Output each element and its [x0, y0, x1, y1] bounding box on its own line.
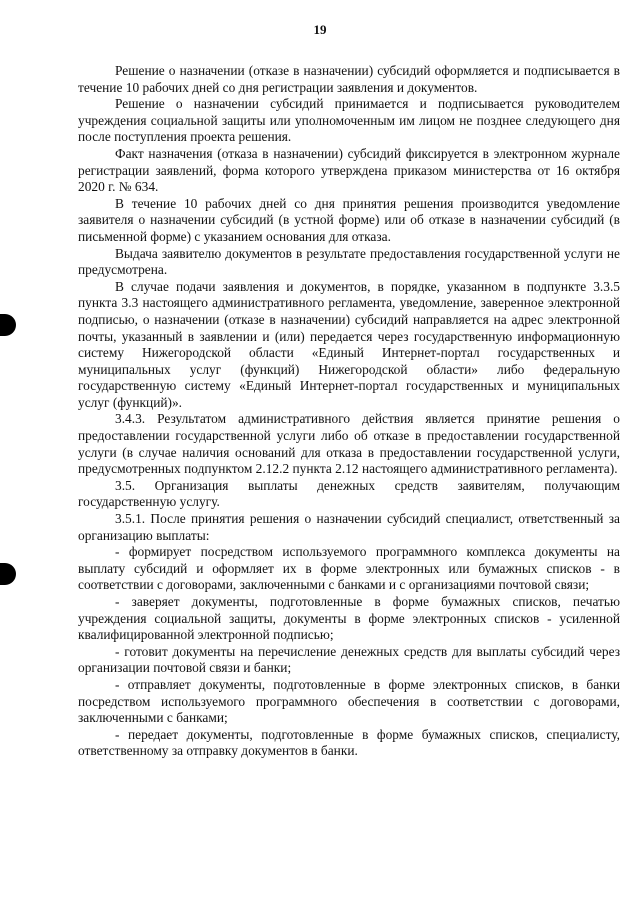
list-item: - формирует посредством используемого программного комплекса документы на выплату субсидий и оформляет их в форме электронных или бумажных списков - в соответствии с договорами, заключенными с банками и с организациями почтовой связи; — [78, 544, 620, 593]
page-number: 19 — [313, 22, 327, 37]
punch-hole-mark — [0, 314, 16, 336]
list-item: - готовит документы на перечисление денежных средств для выплаты субсидий через организации почтовой связи и банки; — [78, 643, 620, 676]
paragraph: 3.5. Организация выплаты денежных средств заявителям, получающим государственную услугу. — [78, 477, 620, 510]
list-item: - передает документы, подготовленные в форме бумажных списков, специалисту, ответственному за отправку документов в банки. — [78, 726, 620, 759]
list-item: - заверяет документы, подготовленные в форме бумажных списков, печатью учреждения социальной защиты, документы в форме электронных списков - усиленной квалифицированной электронной подписью; — [78, 594, 620, 643]
paragraph: В течение 10 рабочих дней со дня принятия решения производится уведомление заявителя о назначении субсидий (в устной форме) или об отказе в назначении субсидий (в письменной форме) с указанием основания для отказа. — [78, 195, 620, 244]
document-body — [78, 63, 620, 760]
punch-hole-mark — [0, 563, 16, 585]
paragraph: Решение о назначении (отказе в назначении) субсидий оформляется и подписывается в течение 10 рабочих дней со дня регистрации заявления и документов. — [78, 63, 620, 95]
paragraph: Решение о назначении субсидий принимается и подписывается руководителем учреждения социальной защиты или уполномоченным им лицом не позднее следующего дня после поступления проекта решения. — [78, 96, 620, 145]
paragraph: 3.5.1. После принятия решения о назначении субсидий специалист, ответственный за организацию выплаты: — [78, 511, 620, 543]
paragraph: 3.4.3. Результатом административного действия является принятие решения о предоставлении государственной услуги либо об отказе в предоставлении государственной услуги (в случае наличия оснований для отказа в предоставлении государственной услуги, предусмотренных подпунктом 2.12.2 пункта 2.12 настоящего административного регламента). — [78, 411, 620, 477]
paragraph: В случае подачи заявления и документов, в порядке, указанном в подпункте 3.3.5 пункта 3.3 настоящего административного регламента, уведомление, заверенное электронной подписью, о назначении (отказе в назначении) субсидий направляется на адрес электронной почты, указанный в заявлении и (или) передается через государственную информационную систему Нижегородской области «Единый Интернет-портал государственных и муниципальных услуг (функций) Нижегородской области» либо федеральную государственную систему «Единый Интернет-портал государственных и муниципальных услуг (функций)». — [78, 278, 620, 410]
paragraph: Выдача заявителю документов в результате предоставления государственной услуги не предусмотрена. — [78, 245, 620, 278]
paragraph: Факт назначения (отказа в назначении) субсидий фиксируется в электронном журнале регистрации заявлений, форма которого утверждена приказом министерства от 16 октября 2020 г. № 634. — [78, 145, 620, 195]
list-item: - отправляет документы, подготовленные в форме электронных списков, в банки посредством используемого программного обеспечения в соответствии с договорами, заключенными с банками; — [78, 676, 620, 726]
